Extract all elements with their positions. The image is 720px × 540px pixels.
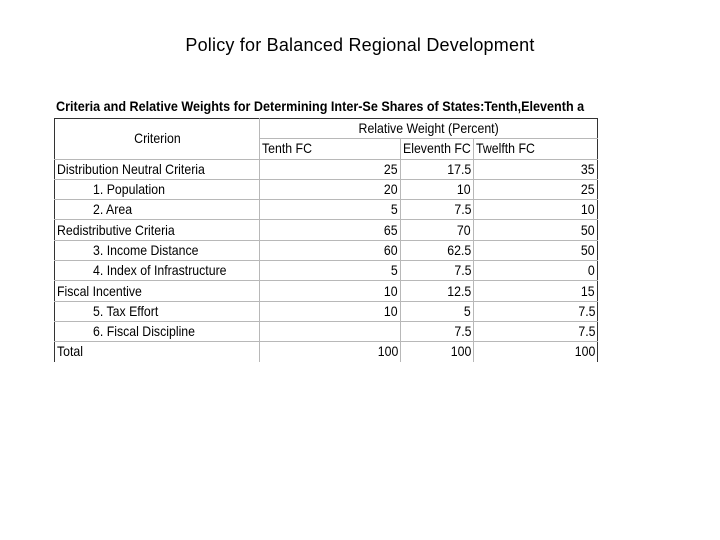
row-label: 3. Income Distance xyxy=(55,240,260,260)
cell-eleventh: 7.5 xyxy=(401,321,474,341)
slide-title: Policy for Balanced Regional Development xyxy=(185,35,535,55)
row-label: 6. Fiscal Discipline xyxy=(55,321,260,341)
row-label: Distribution Neutral Criteria xyxy=(55,159,260,179)
cell-eleventh: 12.5 xyxy=(401,281,474,301)
header-criterion: Criterion xyxy=(55,119,260,160)
header-eleventh-fc: Eleventh FC xyxy=(401,139,474,159)
header-relative-weight: Relative Weight (Percent) xyxy=(260,119,598,139)
cell-eleventh: 10 xyxy=(401,179,474,199)
cell-tenth: 25 xyxy=(260,159,401,179)
row-label: Total xyxy=(55,342,260,362)
table-row xyxy=(55,261,598,281)
cell-twelfth: 50 xyxy=(474,220,598,240)
cell-tenth: 20 xyxy=(260,179,401,199)
cell-twelfth: 10 xyxy=(474,200,598,220)
weights-table-container xyxy=(54,96,598,362)
cell-eleventh: 70 xyxy=(401,220,474,240)
cell-tenth: 10 xyxy=(260,301,401,321)
cell-twelfth: 35 xyxy=(474,159,598,179)
cell-twelfth: 100 xyxy=(474,342,598,362)
cell-eleventh: 7.5 xyxy=(401,200,474,220)
row-label: 2. Area xyxy=(55,200,260,220)
cell-tenth: 5 xyxy=(260,200,401,220)
header-twelfth-fc: Twelfth FC xyxy=(474,139,598,159)
cell-twelfth: 7.5 xyxy=(474,301,598,321)
table-row xyxy=(55,200,598,220)
table-row xyxy=(55,220,598,240)
row-label: 4. Index of Infrastructure xyxy=(55,261,260,281)
table-row xyxy=(55,301,598,321)
row-label: Redistributive Criteria xyxy=(55,220,260,240)
cell-eleventh: 62.5 xyxy=(401,240,474,260)
cell-twelfth: 50 xyxy=(474,240,598,260)
cell-twelfth: 7.5 xyxy=(474,321,598,341)
cell-twelfth: 0 xyxy=(474,261,598,281)
table-caption: Criteria and Relative Weights for Determining Inter-Se Shares of States:Tenth,Eleventh a xyxy=(56,98,585,114)
table-row xyxy=(55,179,598,199)
cell-eleventh: 5 xyxy=(401,301,474,321)
cell-tenth: 65 xyxy=(260,220,401,240)
cell-tenth xyxy=(260,321,401,341)
cell-eleventh: 17.5 xyxy=(401,159,474,179)
cell-tenth: 10 xyxy=(260,281,401,301)
table-row xyxy=(55,159,598,179)
row-label: Fiscal Incentive xyxy=(55,281,260,301)
cell-tenth: 100 xyxy=(260,342,401,362)
cell-tenth: 5 xyxy=(260,261,401,281)
cell-eleventh: 100 xyxy=(401,342,474,362)
table-row-total xyxy=(55,342,598,362)
cell-eleventh: 7.5 xyxy=(401,261,474,281)
cell-twelfth: 15 xyxy=(474,281,598,301)
header-tenth-fc: Tenth FC xyxy=(260,139,401,159)
table-row xyxy=(55,281,598,301)
cell-tenth: 60 xyxy=(260,240,401,260)
table-row xyxy=(55,321,598,341)
table-row xyxy=(55,240,598,260)
table-header-row xyxy=(55,119,598,139)
cell-twelfth: 25 xyxy=(474,179,598,199)
row-label: 5. Tax Effort xyxy=(55,301,260,321)
weights-table xyxy=(54,118,598,362)
row-label: 1. Population xyxy=(55,179,260,199)
